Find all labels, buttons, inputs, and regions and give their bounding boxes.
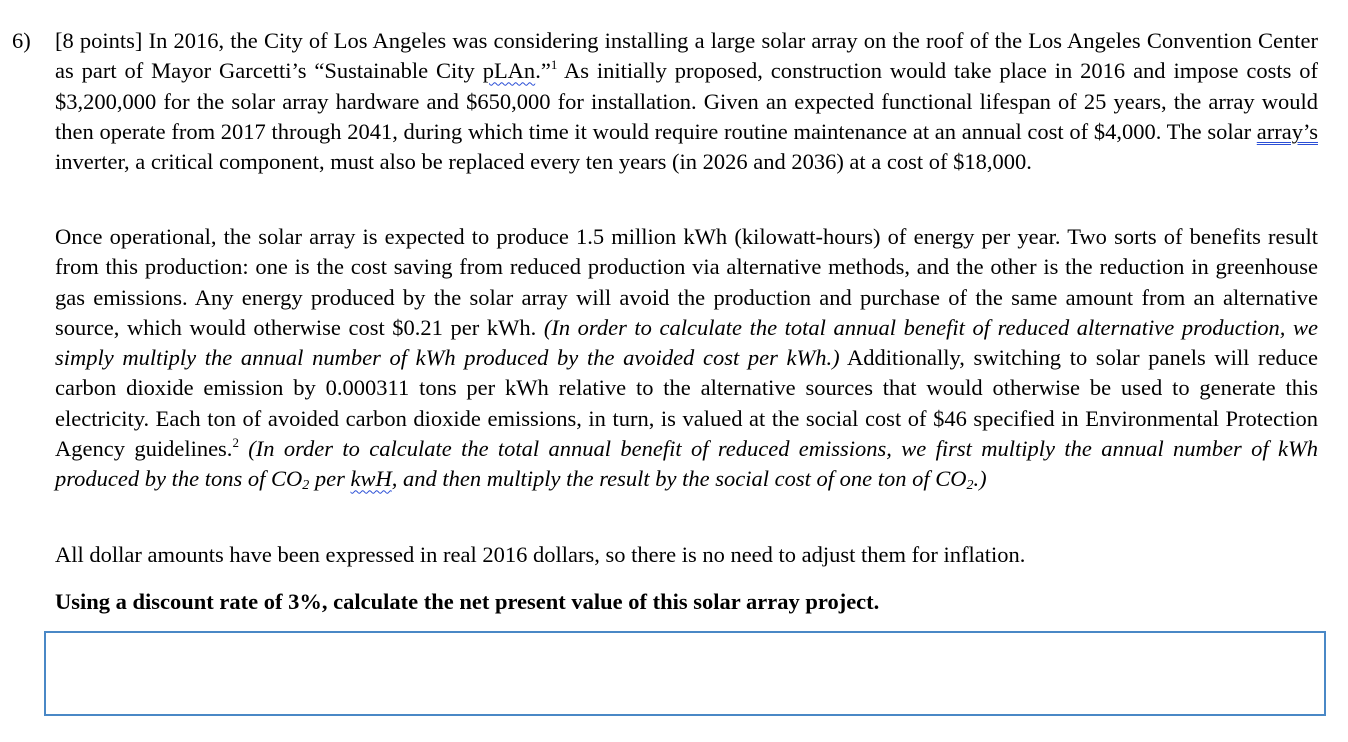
p2-italic-2c: , and then multiply the result by the social cost of one ton of CO [391, 466, 967, 492]
p2-italic-2b: per [309, 466, 351, 492]
plan-spellcheck-word: pLAn [482, 58, 536, 84]
p2-italic-2d: .) [973, 466, 987, 492]
question-instruction [55, 587, 1318, 617]
question-paragraph-1 [55, 26, 1318, 177]
p2-italic-2a: (In order to calculate the total annual benefit of reduced emissions, we first multiply the annual number of kWh produced by the tons of CO [55, 436, 1318, 492]
p1-text-d: inverter, a critical component, must also be replaced every ten years (in 2026 and 2036) at a cost of $18,000. [55, 149, 1032, 175]
p1-text-a: [8 points] In 2016, the City of Los Angeles was considering installing a large solar array on the roof of the Los Angeles Convention Center as part of Mayor Garcetti’s “Sustainable City [55, 28, 1318, 84]
question-paragraph-3: All dollar amounts have been expressed in real 2016 dollars, so there is no need to adjust them for inflation. [55, 542, 1026, 567]
footnote-ref-2: 2 [232, 435, 239, 451]
answer-input-box[interactable] [44, 631, 1326, 716]
arrays-grammar-word: array’s [1256, 118, 1318, 144]
question-number: 6) [12, 28, 31, 53]
instruction-bold-text: Using a discount rate of 3%, calculate the net present value of this solar array project. [55, 589, 880, 614]
p2-italic-note-2 [55, 436, 1318, 494]
p2-text-b: Additionally, switching to solar panels will reduce carbon dioxide emission by 0.000311 tons per kWh relative to the alternative sources that would otherwise be used to generate this electricity. Each ton of avoided carbon dioxide emissions, in turn, is valued at the social cost of $46 specified in Environmental Protection Agency guidelines. [55, 345, 1318, 462]
question-paragraph-2 [55, 222, 1318, 495]
kwh-spellcheck-word: kwH [350, 466, 392, 492]
p2-text-a: Once operational, the solar array is expected to produce 1.5 million kWh (kilowatt-hours) of energy per year. Two sorts of benefits result from this production: one is the cost saving from reduced production via alternative methods, and the other is the reduction in greenhouse gas emissions. Any energy produced by the solar array will avoid the production and purchase of the same amount from an alternative source, which would otherwise cost $0.21 per kWh. [55, 224, 1318, 340]
co2-subscript-2: 2 [966, 478, 974, 494]
p2-italic-note-1: (In order to calculate the total annual benefit of reduced alternative production, we simply multiply the annual number of kWh produced by the avoided cost per kWh.) [55, 314, 1318, 371]
p1-text-b: .” [535, 58, 551, 84]
co2-subscript-1: 2 [302, 478, 310, 494]
p1-text-c: As initially proposed, construction would take place in 2016 and impose costs of $3,200,000 for the solar array hardware and $650,000 for installation. Given an expected functional lifespan of 25 years, the array would then operate from 2017 through 2041, during which time it would require routine maintenance at an annual cost of $4,000. The solar [55, 58, 1318, 144]
footnote-ref-1: 1 [550, 57, 558, 73]
